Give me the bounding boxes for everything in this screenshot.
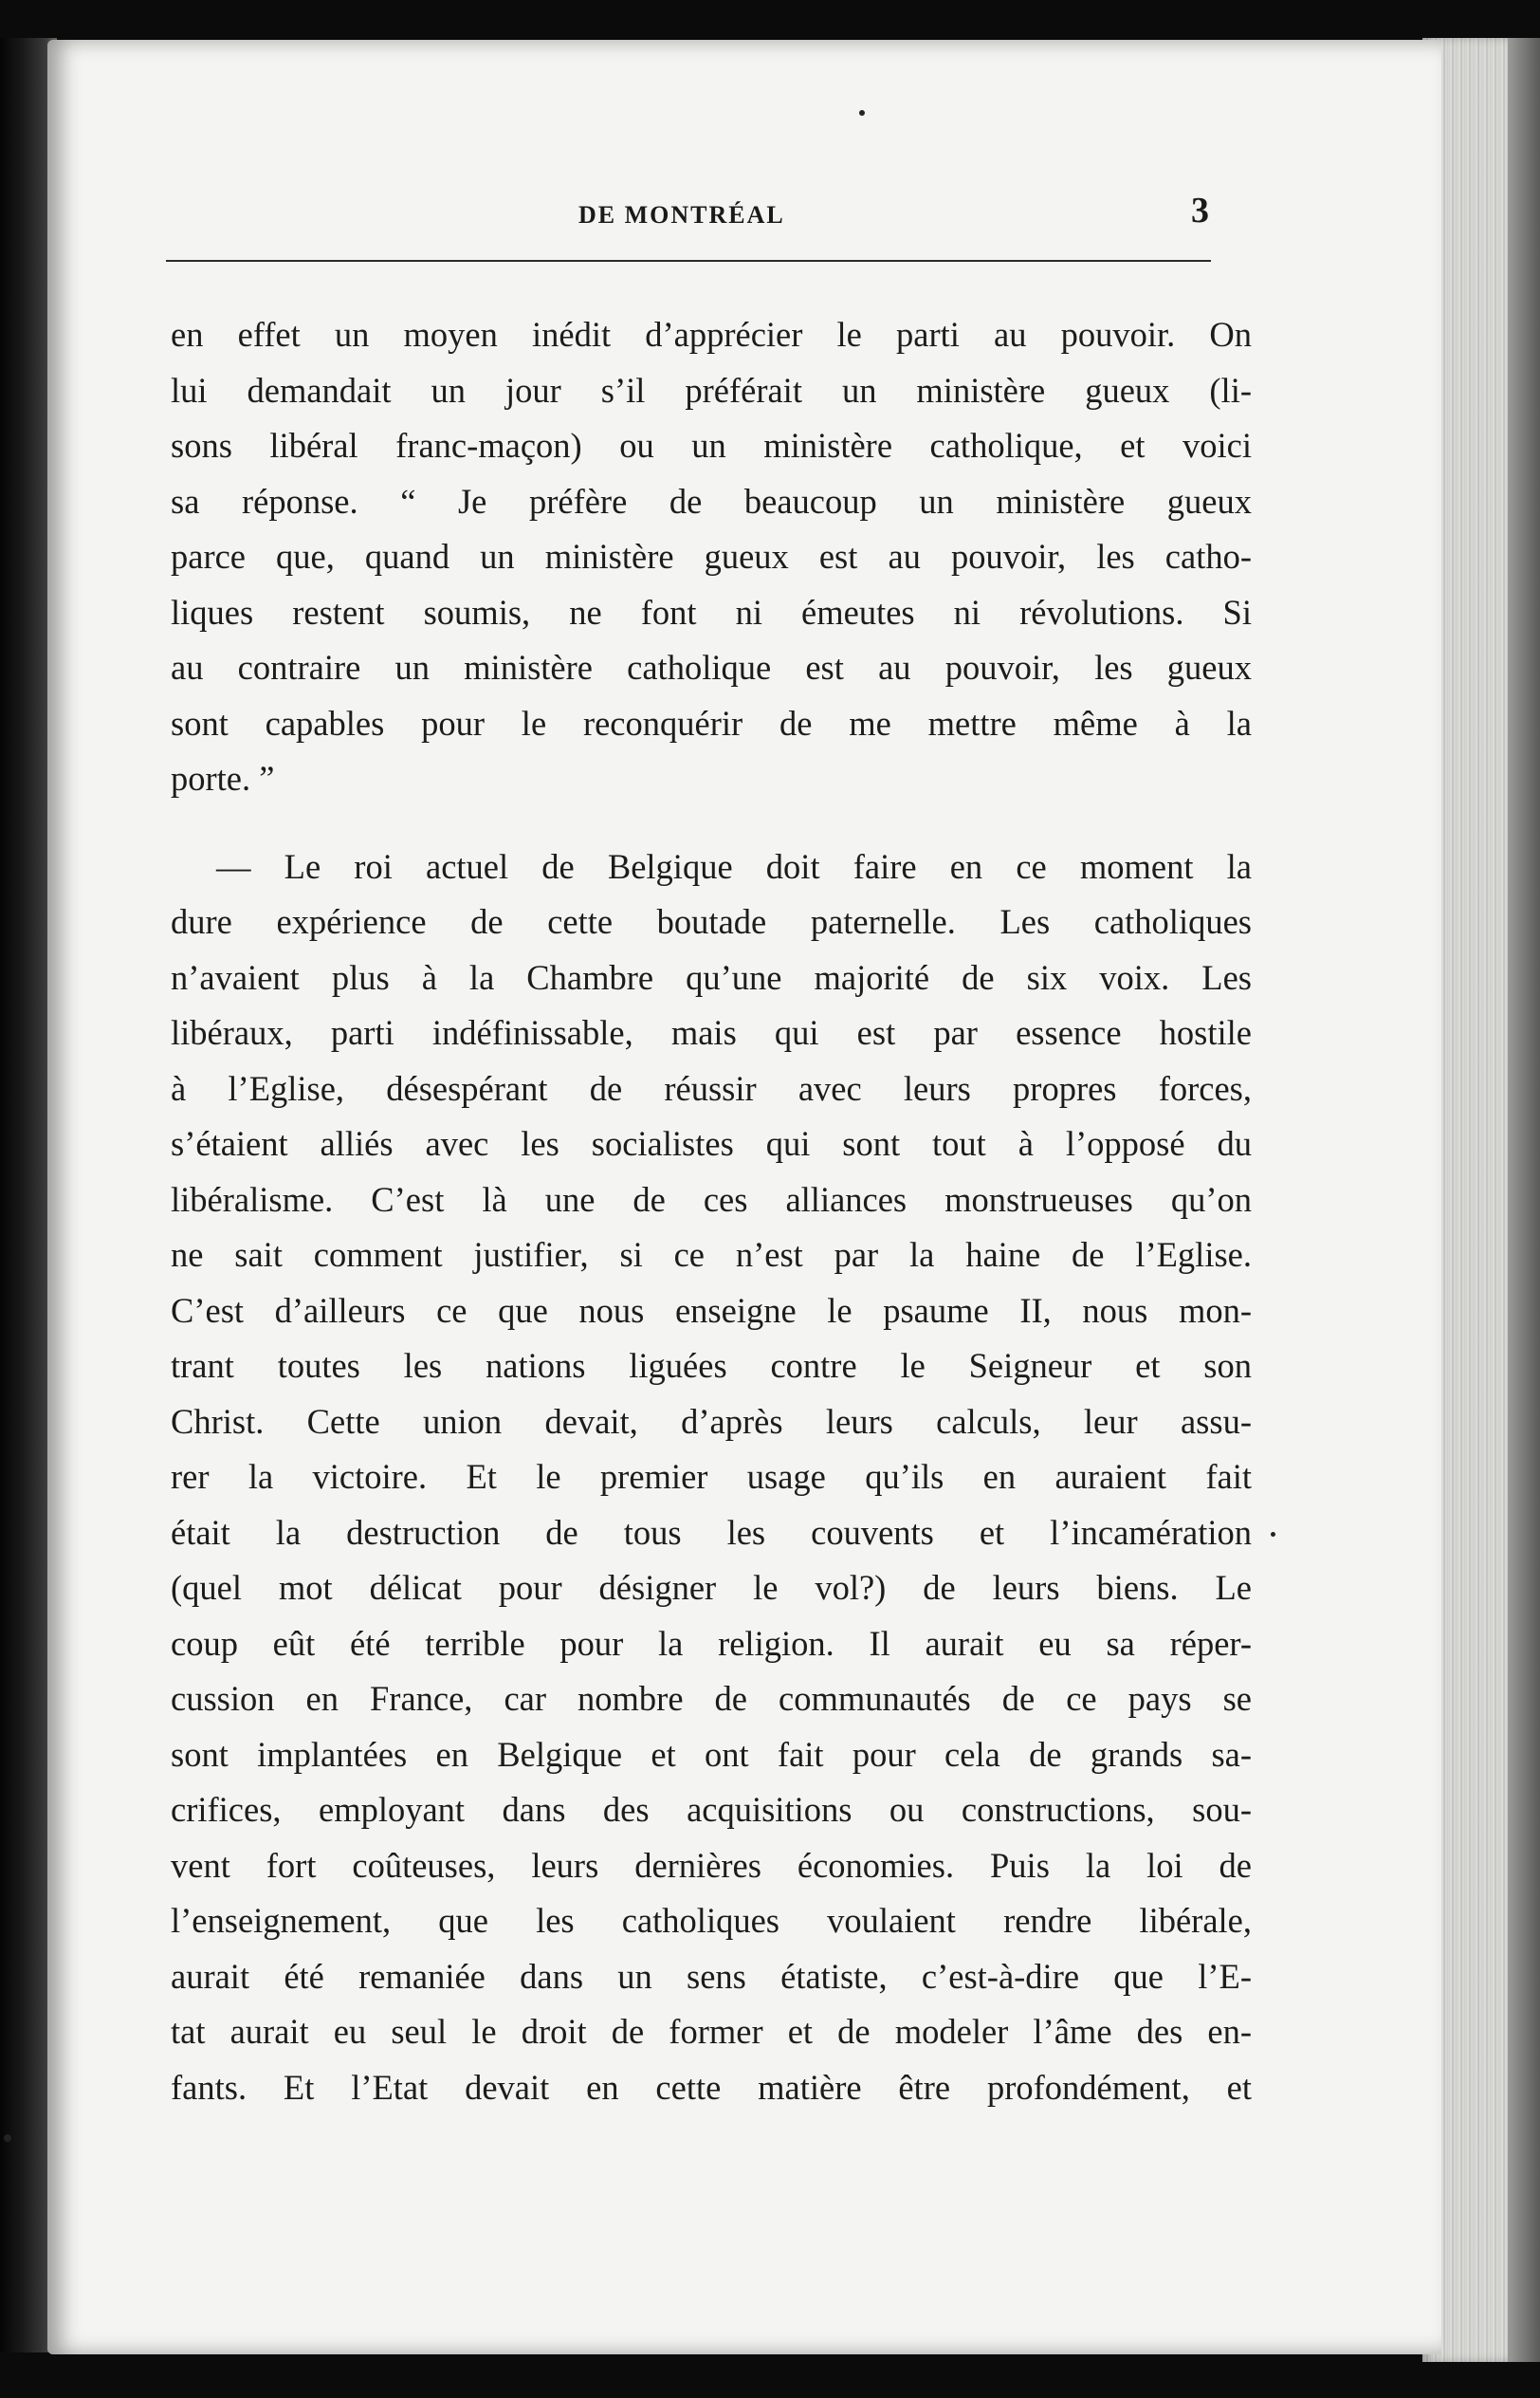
text-line: trant toutes les nations liguées contre le Seigneur et son [171,1346,1252,1385]
text-line: (quel mot délicat pour désigner le vol?) de leurs biens. Le [171,1568,1252,1607]
running-title: DE MONTRÉAL [578,201,785,229]
text-line: libéraux, parti indéfinissable, mais qui est par essence hostile [171,1013,1252,1052]
text-line: dure expérience de cette boutade paternelle. Les catholiques [171,902,1252,941]
header-rule [166,260,1211,262]
text-line: tat aurait eu seul le droit de former et de modeler l’âme des en- [171,2012,1252,2051]
text-line: cussion en France, car nombre de communautés de ce pays se [171,1679,1252,1718]
running-header [171,190,1209,237]
paragraph [171,307,1252,807]
text-line: sont capables pour le reconquérir de me mettre même à la [171,703,1252,743]
text-line: Christ. Cette union devait, d’après leurs calculs, leur assu- [171,1401,1252,1441]
text-line: lui demandait un jour s’il préférait un ministère gueux (li- [171,370,1252,410]
text-line: au contraire un ministère catholique est au pouvoir, les gueux [171,648,1252,687]
scan-speck [4,2134,11,2142]
text-line: rer la victoire. Et le premier usage qu’ils en auraient fait [171,1457,1252,1496]
text-line: crifices, employant dans des acquisitions ou constructions, sou- [171,1790,1252,1829]
text-line: porte. ” [171,759,275,798]
text-line: en effet un moyen inédit d’apprécier le parti au pouvoir. On [171,315,1252,354]
text-line: l’enseignement, que les catholiques voulaient rendre libérale, [171,1901,1252,1940]
text-line: — Le roi actuel de Belgique doit faire en ce moment la [216,846,1252,886]
book-page-edges-shadow [1508,38,1540,2362]
text-line: aurait été remaniée dans un sens étatiste, c’est-à-dire que l’E- [171,1956,1252,1996]
text-line: vent fort coûteuses, leurs dernières économies. Puis la loi de [171,1845,1252,1885]
paragraph [171,839,1252,2116]
text-line: sons libéral franc-maçon) ou un ministère catholique, et voici [171,426,1252,465]
text-line: coup eût été terrible pour la religion. Il aurait eu sa réper- [171,1623,1252,1663]
text-line: était la destruction de tous les couvents et l’incamération [171,1512,1252,1552]
text-line: s’étaient alliés avec les socialistes qui sont tout à l’opposé du [171,1124,1252,1163]
text-line: sa réponse. “ Je préfère de beaucoup un ministère gueux [171,481,1252,521]
scan-speck [1271,1532,1275,1537]
text-line: sont implantées en Belgique et ont fait pour cela de grands sa- [171,1734,1252,1774]
text-line: parce que, quand un ministère gueux est au pouvoir, les catho- [171,537,1252,576]
page-number: 3 [1191,191,1209,231]
text-line: ne sait comment justifier, si ce n’est par la haine de l’Eglise. [171,1235,1252,1274]
paragraph-gap [171,807,1252,839]
body-text [171,307,1252,2115]
scan-speck [859,110,865,116]
text-line: C’est d’ailleurs ce que nous enseigne le psaume II, nous mon- [171,1290,1252,1330]
text-line: n’avaient plus à la Chambre qu’une majorité de six voix. Les [171,957,1252,997]
text-line: libéralisme. C’est là une de ces alliances monstrueuses qu’on [171,1179,1252,1219]
text-line: à l’Eglise, désespérant de réussir avec leurs propres forces, [171,1068,1252,1108]
text-line: fants. Et l’Etat devait en cette matière être profondément, et [171,2067,1252,2107]
text-line: liques restent soumis, ne font ni émeutes ni révolutions. Si [171,592,1252,632]
